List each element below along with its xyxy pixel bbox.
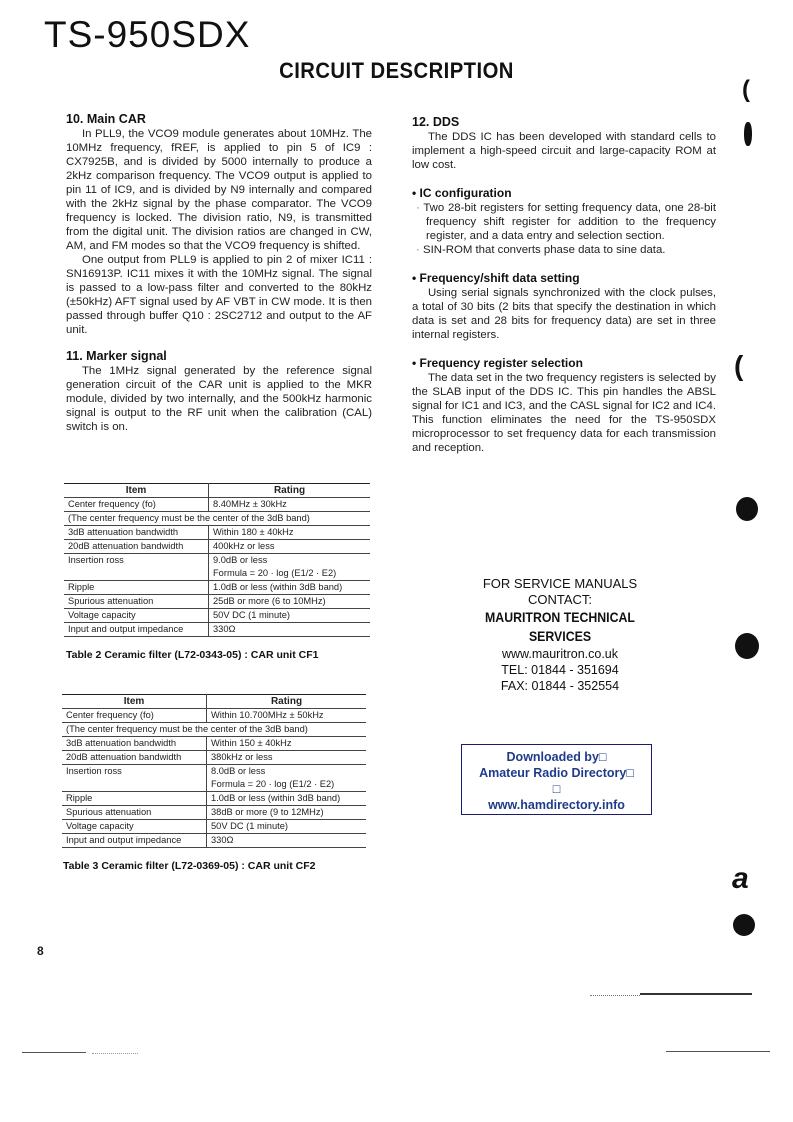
contact-block xyxy=(455,576,665,694)
table-row xyxy=(62,792,366,806)
cell-rating: 1.0dB or less (within 3dB band) xyxy=(209,581,371,595)
table-3-caption: Table 3 Ceramic filter (L72-0369-05) : CAR unit CF2 xyxy=(63,860,316,872)
table-row xyxy=(64,540,370,554)
right-column xyxy=(412,115,716,455)
table-row xyxy=(62,709,366,723)
col-header-rating: Rating xyxy=(207,695,367,709)
scan-mark-letter: a xyxy=(732,862,749,895)
promo-line-3: □ xyxy=(552,782,561,796)
promo-line-1: Downloaded by□ xyxy=(506,750,607,764)
page-number: 8 xyxy=(37,944,44,958)
promo-line-2: Amateur Radio Directory□ xyxy=(479,766,634,780)
cell-rating: 330Ω xyxy=(207,834,367,848)
scan-line-left xyxy=(22,1052,86,1053)
cell-item: 3dB attenuation bandwidth xyxy=(64,526,209,540)
section-title: CIRCUIT DESCRIPTION xyxy=(279,58,514,83)
cell-rating xyxy=(209,554,371,581)
frequency-register-paragraph: The data set in the two frequency registers is selected by the SLAB input of the DDS IC. This pin handles the ABSL signal for IC1 and IC3, and the CASL signal for IC2 and IC4. This function eliminates the need for the TS-950SDX microprocessor to set frequency data for each transmission and reception. xyxy=(412,372,716,454)
cell-rating: 330Ω xyxy=(209,623,371,637)
cell-item: Voltage capacity xyxy=(62,820,207,834)
cell-item: 3dB attenuation bandwidth xyxy=(62,737,207,751)
cell-rating: 380kHz or less xyxy=(207,751,367,765)
cell-item: Spurious attenuation xyxy=(64,595,209,609)
table-row xyxy=(64,512,370,526)
cell-rating: 50V DC (1 minute) xyxy=(207,820,367,834)
table-row xyxy=(64,623,370,637)
col-header-rating: Rating xyxy=(209,484,371,498)
scan-line-right xyxy=(666,1051,770,1052)
cell-item: Ripple xyxy=(62,792,207,806)
cell-rating xyxy=(207,765,367,792)
table-row xyxy=(62,723,366,737)
cell-rating: Within 180 ± 40kHz xyxy=(209,526,371,540)
table-row xyxy=(62,806,366,820)
table-row xyxy=(62,834,366,848)
promo-link[interactable]: www.hamdirectory.info xyxy=(488,798,625,812)
cell-item: Insertion ross xyxy=(64,554,209,581)
contact-line-1: FOR SERVICE MANUALS xyxy=(482,576,638,591)
col-header-item: Item xyxy=(62,695,207,709)
scan-line xyxy=(640,993,752,995)
cell-rating: 1.0dB or less (within 3dB band) xyxy=(207,792,367,806)
ic-config-item-2: · SIN-ROM that converts phase data to sine data. xyxy=(426,243,716,257)
download-promo-box xyxy=(461,744,652,815)
cell-rating-line2: Formula = 20 · log (E1/2 · E2) xyxy=(211,779,335,789)
cell-rating-line1: 9.0dB or less xyxy=(213,555,268,565)
col-header-item: Item xyxy=(64,484,209,498)
scan-line-left-dotted xyxy=(92,1053,138,1055)
left-column xyxy=(66,112,372,434)
table-3 xyxy=(62,694,366,848)
marker-signal-paragraph: The 1MHz signal generated by the reference signal generation circuit of the CAR unit is applied to the MKR module, divided by two internally, and the 500kHz harmonic signal is output to the RF unit when the calibration (CAL) switch is on. xyxy=(66,365,372,433)
table-row xyxy=(62,737,366,751)
cell-rating: 50V DC (1 minute) xyxy=(209,609,371,623)
heading-frequency-shift: • Frequency/shift data setting xyxy=(412,271,580,285)
contact-company: MAURITRON TECHNICAL SERVICES xyxy=(485,609,635,644)
table-header-row xyxy=(64,484,370,498)
scan-mark-dot xyxy=(744,122,752,146)
cell-rating: Within 10.700MHz ± 50kHz xyxy=(207,709,367,723)
table-row xyxy=(64,581,370,595)
table-2 xyxy=(64,483,370,637)
cell-rating-line2: Formula = 20 · log (E1/2 · E2) xyxy=(213,568,337,578)
table-row xyxy=(64,595,370,609)
table-row xyxy=(64,554,370,581)
cell-item: Center frequency (fo) xyxy=(62,709,207,723)
contact-website[interactable]: www.mauritron.co.uk xyxy=(501,647,618,661)
cell-item: Insertion ross xyxy=(62,765,207,792)
table-row xyxy=(62,765,366,792)
cell-item: Voltage capacity xyxy=(64,609,209,623)
punch-hole-1 xyxy=(736,497,758,521)
frequency-shift-paragraph: Using serial signals synchronized with the clock pulses, a total of 30 bits (2 bits that specify the destination in which data is set and 28 bits for frequency data) are set in three internal registers. xyxy=(412,287,716,341)
cell-item: Spurious attenuation xyxy=(62,806,207,820)
heading-main-car: 10. Main CAR xyxy=(66,112,146,126)
cell-item: 20dB attenuation bandwidth xyxy=(64,540,209,554)
cell-rating: 400kHz or less xyxy=(209,540,371,554)
cell-note: (The center frequency must be the center of the 3dB band) xyxy=(62,723,366,737)
cell-item: Ripple xyxy=(64,581,209,595)
cell-item: Input and output impedance xyxy=(62,834,207,848)
cell-note: (The center frequency must be the center of the 3dB band) xyxy=(64,512,370,526)
cell-rating-line1: 8.0dB or less xyxy=(211,766,266,776)
cell-item: Input and output impedance xyxy=(64,623,209,637)
cell-rating: 25dB or more (6 to 10MHz) xyxy=(209,595,371,609)
table-row xyxy=(64,526,370,540)
main-car-paragraph-2: One output from PLL9 is applied to pin 2 of mixer IC11 : SN16913P. IC11 mixes it with the 10MHz signal. The signal is passed to a low-pass filter and converted to the 80kHz (±50kHz) AFT signal used by AF VBT in CW mode. It is then passed through buffer Q10 : 2SC2712 and output to the AF unit. xyxy=(66,254,372,336)
heading-marker-signal: 11. Marker signal xyxy=(66,349,167,363)
cell-item: 20dB attenuation bandwidth xyxy=(62,751,207,765)
contact-fax: FAX: 01844 - 352554 xyxy=(500,679,620,693)
table-2-caption: Table 2 Ceramic filter (L72-0343-05) : CAR unit CF1 xyxy=(66,649,319,661)
heading-dds: 12. DDS xyxy=(412,115,460,129)
cell-rating: 8.40MHz ± 30kHz xyxy=(209,498,371,512)
table-row xyxy=(64,609,370,623)
cell-item: Center frequency (fo) xyxy=(64,498,209,512)
table-row xyxy=(62,751,366,765)
heading-frequency-register: • Frequency register selection xyxy=(412,356,583,370)
punch-hole-3 xyxy=(733,914,755,936)
dds-paragraph: The DDS IC has been developed with standard cells to implement a high-speed circuit and large-capacity ROM at low cost. xyxy=(412,131,716,171)
contact-phone: TEL: 01844 - 351694 xyxy=(501,663,619,677)
scan-line-dotted xyxy=(590,995,640,997)
table-row xyxy=(64,498,370,512)
scan-mark-bracket: ( xyxy=(742,76,750,103)
scan-mark-bracket-2: ( xyxy=(734,350,744,381)
cell-rating: Within 150 ± 40kHz xyxy=(207,737,367,751)
ic-config-item-1: · Two 28-bit registers for setting frequency data, one 28-bit frequency shift register for addition to the frequency register, and a data entry and selection section. xyxy=(426,201,716,243)
heading-ic-configuration: • IC configuration xyxy=(412,186,512,200)
punch-hole-2 xyxy=(735,633,759,659)
model-title: TS-950SDX xyxy=(44,14,251,55)
contact-line-2: CONTACT: xyxy=(527,592,593,607)
table-header-row xyxy=(62,695,366,709)
main-car-paragraph-1: In PLL9, the VCO9 module generates about 10MHz. The 10MHz frequency, fREF, is applied to pin 5 of IC9 : CX7925B, and is divided by 5000 internally to produce a 2kHz comparison frequency. The VCO9 output is applied to pin 11 of IC9, and is divided by N9 internally and compared with the 2kHz signal by the phase comparator. The VCO9 frequency is locked. The division ratio, N9, is transmitted from the digital unit. The division ratios are changed in CW, AM, and FM modes so that the VCO9 frequency is shifted. xyxy=(66,128,372,252)
cell-rating: 38dB or more (9 to 12MHz) xyxy=(207,806,367,820)
table-row xyxy=(62,820,366,834)
